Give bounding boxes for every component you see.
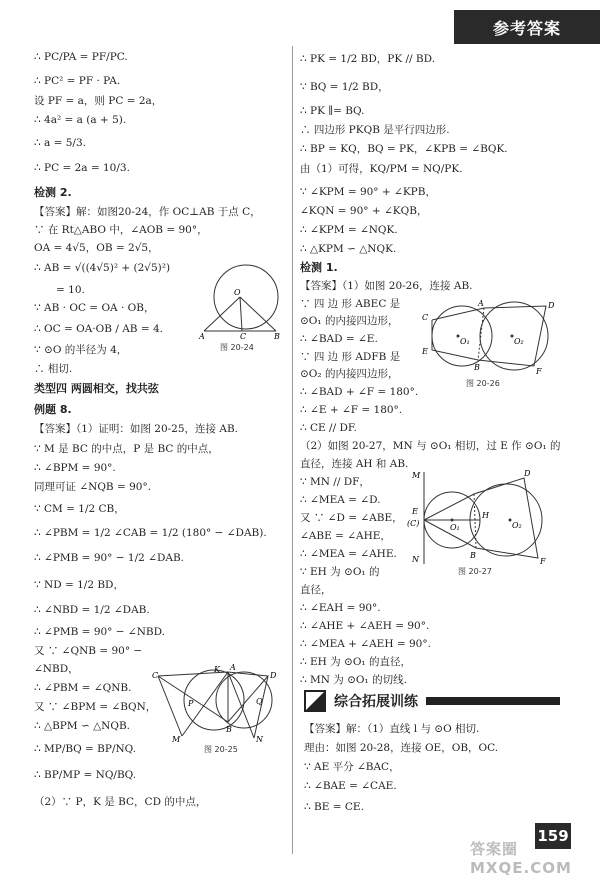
line-ob: [240, 297, 276, 331]
text-line: 同理可证 ∠NQB = 90°.: [34, 481, 152, 493]
figure-caption: 图 20-24: [220, 343, 254, 352]
column-divider: [292, 46, 293, 854]
text-line: ⊙O₁ 的内接四边形，: [300, 315, 399, 327]
text-line: ∴ ∠MEA = ∠AHE.: [300, 548, 397, 560]
text-line: ∵ 在 Rt△ABO 中，∠AOB = 90°，: [34, 224, 208, 236]
text-line: ∴ BP/MP = NQ/BQ.: [34, 769, 137, 781]
figure-20-24: [198, 255, 286, 345]
text-line: = 10.: [56, 284, 85, 296]
text-line: ∴ OC = OA·OB / AB = 4.: [34, 323, 163, 335]
text-line: 设 PF = a，则 PC = 2a，: [34, 95, 163, 107]
label-d: D: [548, 301, 555, 310]
text-line: 【答案】（1）证明：如图 20-25，连接 AB.: [34, 423, 239, 435]
section-banner: [304, 690, 560, 712]
text-line: ⊙O₂ 的内接四边形，: [300, 368, 399, 380]
text-line: ∴ PC² = PF · PA.: [34, 75, 121, 87]
text-line: 【答案】（1）如图 20-26，连接 AB.: [300, 280, 473, 292]
text-line: ∴ 相切.: [34, 363, 73, 375]
label-m: M: [412, 471, 421, 480]
label-b: B: [474, 363, 480, 372]
text-line: ∴ ∠BAE = ∠CAE.: [304, 780, 397, 792]
text-line: ∵ MN // DF，: [300, 476, 370, 488]
line-ab: [478, 308, 484, 360]
label-a: A: [199, 332, 205, 341]
text-line: （2）∵ P，K 是 BC，CD 的中点，: [34, 796, 207, 808]
circle-o2: [480, 302, 548, 370]
line-dn: [254, 676, 268, 738]
label-d: D: [524, 469, 531, 478]
text-line: 由（1）可得，KQ/PM = NQ/PK.: [300, 163, 463, 175]
text-line: ∴ ∠BPM = 90°.: [34, 462, 116, 474]
figure-20-26: [418, 298, 560, 376]
text-line: ∴ ∠KPM = ∠NQK.: [300, 224, 398, 236]
label-c: (C): [407, 519, 420, 528]
label-b: B: [226, 725, 232, 734]
text-line: ∵ ND = 1/2 BD，: [34, 579, 124, 591]
text-line: ∵ CM = 1/2 CB，: [34, 503, 125, 515]
figure-20-27: [406, 466, 554, 566]
text-line: 又 ∵ ∠QNB = 90° −: [34, 645, 143, 657]
page-number: 159: [535, 823, 571, 849]
text-line: 又 ∵ ∠BPM = ∠BQN，: [34, 701, 157, 713]
label-e: E: [422, 347, 428, 356]
text-line: ∴ ∠PBM = ∠QNB.: [34, 682, 132, 694]
text-line: ∵ 四 边 形 ABEC 是: [300, 298, 401, 310]
text-line: ∴ ∠EAH = 90°.: [300, 602, 381, 614]
text-line: ∴ ∠PMB = 90° − 1/2 ∠DAB.: [34, 552, 184, 564]
section-heading: 类型四 两圆相交，找共弦: [34, 382, 159, 395]
text-line: （2）如图 20-27，MN 与 ⊙O₁ 相切，过 E 作 ⊙O₁ 的: [300, 440, 561, 452]
text-line: ∴ BP = KQ，BQ = PK，∠KPB = ∠BQK.: [300, 143, 508, 155]
text-line: ∴ △KPM ∽ △NQK.: [300, 243, 397, 255]
text-line: ∠KQN = 90° + ∠KQB，: [300, 205, 428, 217]
section-heading: 例题 8.: [34, 403, 72, 416]
label-o1: O₁: [460, 337, 470, 346]
label-o2: O₂: [512, 521, 522, 530]
text-line: ∵ 四 边 形 ADFB 是: [300, 351, 401, 363]
text-line: 【答案】解：如图20-24，作 OC⊥AB 于点 C，: [34, 206, 261, 218]
text-line: ∵ BQ = 1/2 BD，: [300, 81, 389, 93]
text-line: ∴ ∠AHE + ∠AEH = 90°.: [300, 620, 430, 632]
text-line: ∴ CE // DF.: [300, 422, 357, 434]
text-line: ∴ AB = √((4√5)² + (2√5)²): [34, 262, 171, 274]
watermark: 答案圈 MXQE.COM: [470, 840, 572, 877]
text-line: ∴ ∠MEA + ∠AEH = 90°.: [300, 638, 431, 650]
text-line: ∴ ∠PBM = 1/2 ∠CAB = 1/2 (180° − ∠DAB).: [34, 527, 267, 539]
circle-o: [214, 265, 278, 329]
text-line: ∴ BE = CE.: [304, 801, 364, 813]
text-line: ∴ MN 为 ⊙O₁ 的切线.: [300, 674, 407, 686]
label-p: P: [188, 699, 194, 708]
text-line: ∴ PK = 1/2 BD，PK // BD.: [300, 53, 436, 65]
figure-20-25: [152, 662, 286, 744]
text-line: ∴ 4a² = a (a + 5).: [34, 114, 127, 126]
text-line: ∴ PC = 2a = 10/3.: [34, 162, 130, 174]
label-e: E: [412, 507, 418, 516]
text-line: 直径，: [300, 584, 332, 596]
text-line: ∴ ∠BAD = ∠E.: [300, 333, 378, 345]
text-line: 【答案】解：（1）直线 l 与 ⊙O 相切.: [304, 723, 480, 735]
text-line: ∴ EH 为 ⊙O₁ 的直径，: [300, 656, 411, 668]
text-line: 理由：如图 20-28，连接 OE，OB，OC.: [304, 742, 499, 754]
label-c: C: [422, 313, 429, 322]
label-c: C: [152, 671, 159, 680]
figure-caption: 图 20-25: [204, 745, 238, 754]
label-o: O: [234, 288, 241, 297]
label-h: H: [482, 511, 489, 520]
page-header-title: 参考答案: [454, 10, 600, 44]
line-cm: [158, 676, 182, 736]
text-line: ∵ AE 平分 ∠BAC，: [304, 761, 400, 773]
label-a: A: [230, 663, 236, 672]
point-o1: [451, 519, 454, 522]
label-o2: O₂: [514, 337, 524, 346]
label-n: N: [412, 555, 419, 564]
text-line: 又 ∵ ∠D = ∠ABE，: [300, 512, 403, 524]
label-m: M: [172, 735, 181, 744]
text-line: ∵ M 是 BC 的中点，P 是 BC 的中点，: [34, 443, 219, 455]
text-line: ∴ PK ∥= BQ.: [300, 105, 365, 117]
label-o1: O₁: [450, 523, 460, 532]
text-line: ∠NBD，: [34, 663, 79, 675]
label-b: B: [470, 551, 476, 560]
text-line: ∴ ∠E + ∠F = 180°.: [300, 404, 403, 416]
text-line: ∴ MP/BQ = BP/NQ.: [34, 743, 137, 755]
text-line: ∴ ∠MEA = ∠D.: [300, 494, 381, 506]
section-heading: 检测 1.: [300, 261, 338, 274]
label-q: Q: [256, 697, 263, 706]
text-line: ∴ PC/PA = PF/PC.: [34, 51, 128, 63]
text-line: ∴ 四边形 PKQB 是平行四边形.: [300, 124, 450, 136]
text-line: ∴ ∠PMB = 90° − ∠NBD.: [34, 626, 165, 638]
text-line: ∵ ∠KPM = 90° + ∠KPB，: [300, 186, 436, 198]
label-f: F: [536, 367, 542, 376]
label-b: B: [274, 332, 280, 341]
lines-quad: [432, 306, 546, 366]
label-c: C: [240, 332, 247, 341]
text-line: ∵ AB · OC = OA · OB，: [34, 302, 155, 314]
label-f: F: [540, 557, 546, 566]
line-oa: [204, 297, 240, 331]
text-line: 直径，连接 AH 和 AB.: [300, 458, 409, 470]
section-banner-title: 综合拓展训练: [334, 694, 418, 710]
text-line: ∴ △BPM ∽ △NQB.: [34, 720, 131, 732]
text-line: ∴ ∠NBD = 1/2 ∠DAB.: [34, 604, 150, 616]
label-n: N: [256, 735, 263, 744]
lines-cad: [158, 672, 268, 722]
figure-caption: 图 20-26: [466, 379, 500, 388]
triangle-icon: [304, 690, 326, 712]
text-line: ∠ABE = ∠AHE，: [300, 530, 391, 542]
figure-caption: 图 20-27: [458, 567, 492, 576]
section-banner-bar: [426, 697, 560, 705]
text-line: ∵ EH 为 ⊙O₁ 的: [300, 566, 380, 578]
label-d: D: [270, 671, 277, 680]
section-heading: 检测 2.: [34, 186, 72, 199]
text-line: ∴ ∠BAD + ∠F = 180°.: [300, 386, 419, 398]
text-line: ∴ a = 5/3.: [34, 137, 86, 149]
text-line: ∵ ⊙O 的半径为 4，: [34, 344, 128, 356]
label-a: A: [478, 299, 484, 308]
text-line: OA = 4√5，OB = 2√5，: [34, 242, 159, 254]
label-k: K: [214, 665, 220, 674]
line-oc: [240, 297, 242, 331]
